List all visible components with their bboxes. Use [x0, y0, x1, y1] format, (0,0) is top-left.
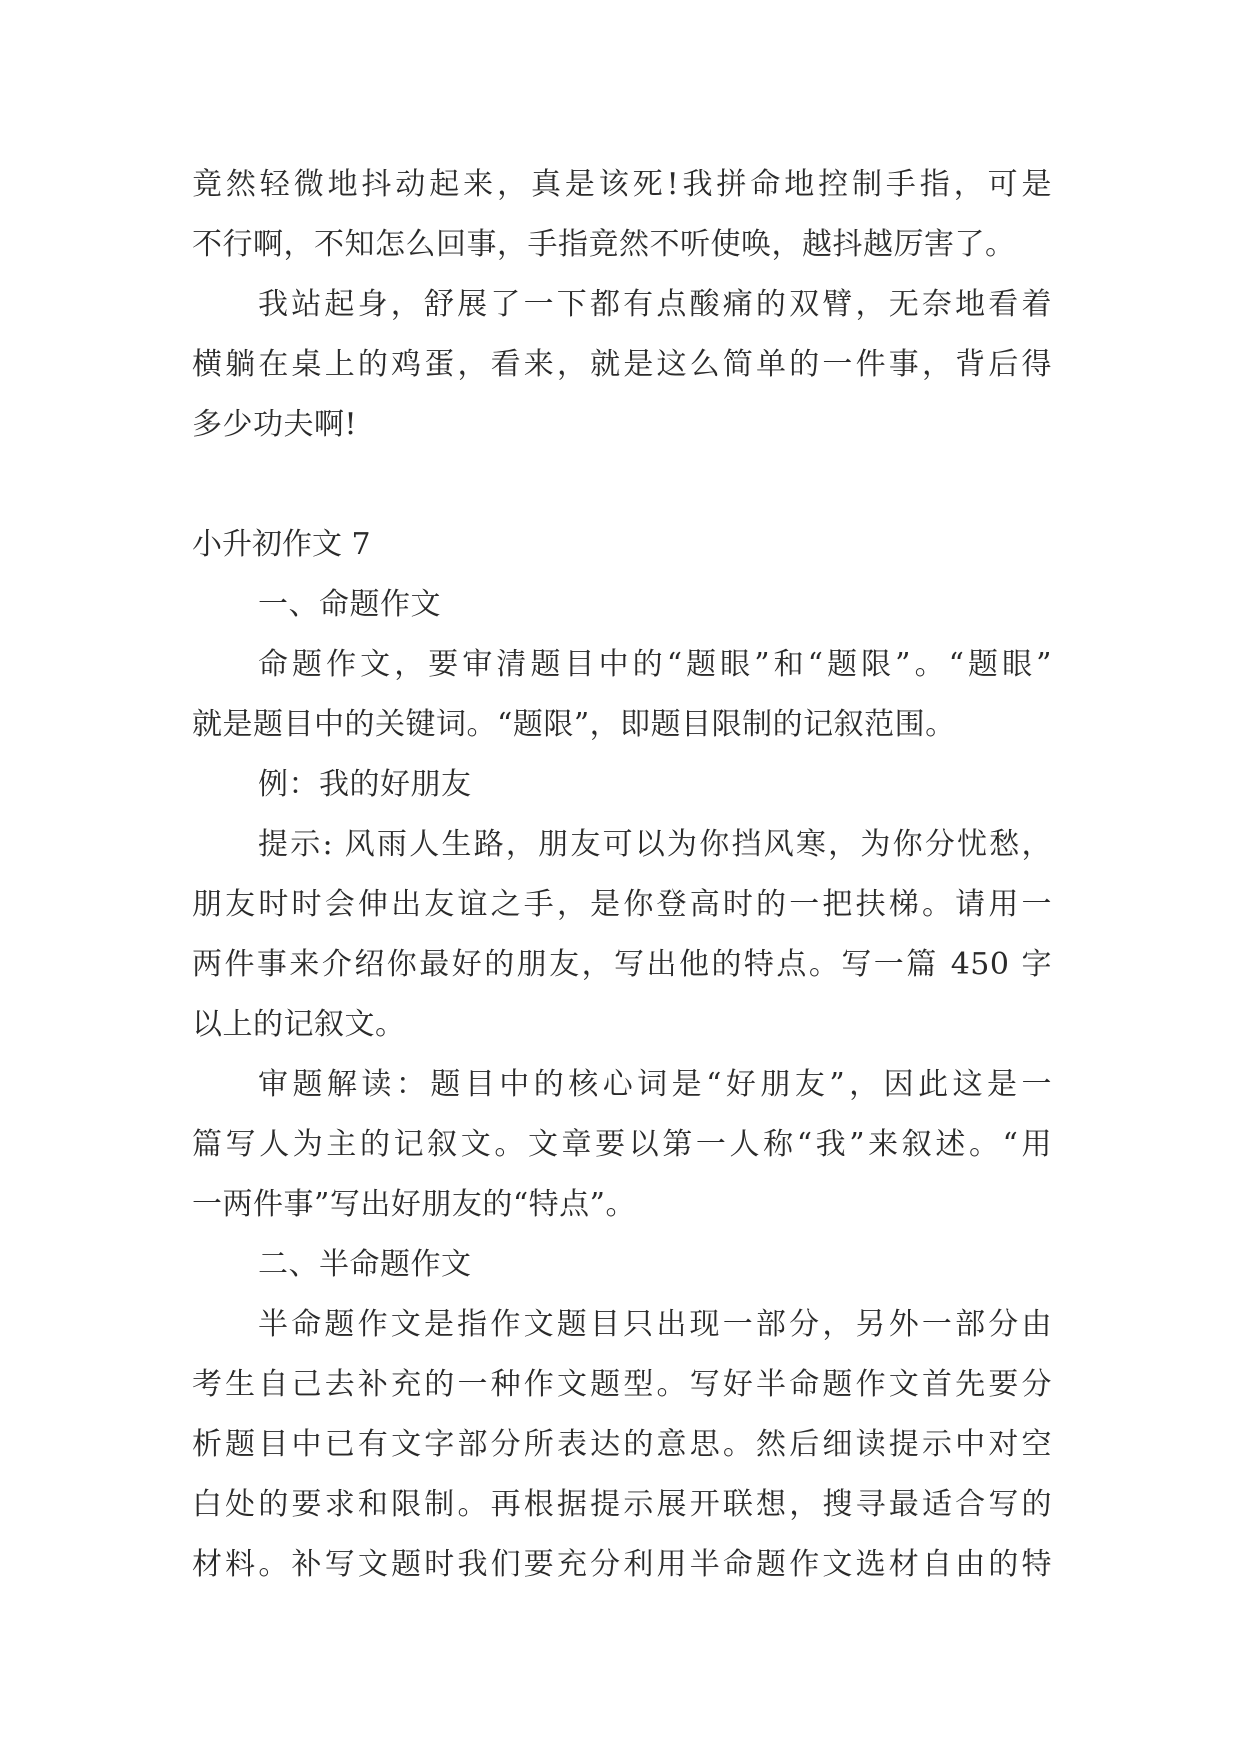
paragraph-line: 以上的记叙文。 — [192, 1007, 406, 1042]
paragraph-line: 我站起身，舒展了一下都有点酸痛的双臂，无奈地看着 — [258, 287, 1052, 322]
paragraph-line: 一两件事”写出好朋友的“特点”。 — [192, 1187, 637, 1222]
paragraph-line: 考生自己去补充的一种作文题型。写好半命题作文首先要分 — [192, 1367, 1052, 1402]
document-body — [192, 155, 1052, 1595]
section-title: 小升初作文 7 — [192, 527, 371, 562]
paragraph-line: 横躺在桌上的鸡蛋，看来，就是这么简单的一件事，背后得 — [192, 347, 1052, 382]
example-title: 例：我的好朋友 — [258, 767, 472, 802]
paragraph-line: 半命题作文是指作文题目只出现一部分，另外一部分由 — [258, 1307, 1052, 1342]
paragraph-line: 就是题目中的关键词。“题限”，即题目限制的记叙范围。 — [192, 707, 956, 742]
subsection-heading: 一、命题作文 — [258, 587, 441, 622]
paragraph-line: 不行啊，不知怎么回事，手指竟然不听使唤，越抖越厉害了。 — [192, 227, 1016, 262]
paragraph-line: 析题目中已有文字部分所表达的意思。然后细读提示中对空 — [192, 1427, 1052, 1462]
subsection-heading: 二、半命题作文 — [258, 1247, 472, 1282]
paragraph-line: 审题解读：题目中的核心词是“好朋友”，因此这是一 — [258, 1067, 1052, 1102]
paragraph-line: 两件事来介绍你最好的朋友，写出他的特点。写一篇 450 字 — [192, 947, 1052, 982]
paragraph-line: 提示: 风雨人生路，朋友可以为你挡风寒，为你分忧愁， — [258, 827, 1052, 862]
paragraph-line: 材料。补写文题时我们要充分利用半命题作文选材自由的特 — [192, 1547, 1052, 1582]
paragraph-line: 朋友时时会伸出友谊之手，是你登高时的一把扶梯。请用一 — [192, 887, 1052, 922]
paragraph-line: 篇写人为主的记叙文。文章要以第一人称“我”来叙述。“用 — [192, 1127, 1052, 1162]
section-gap — [192, 455, 1052, 515]
paragraph-line: 命题作文，要审清题目中的“题眼”和“题限”。“题眼” — [258, 647, 1052, 682]
paragraph-line: 竟然轻微地抖动起来，真是该死!我拼命地控制手指，可是 — [192, 167, 1052, 202]
paragraph-line: 多少功夫啊! — [192, 407, 358, 442]
paragraph-line: 白处的要求和限制。再根据提示展开联想，搜寻最适合写的 — [192, 1487, 1052, 1522]
